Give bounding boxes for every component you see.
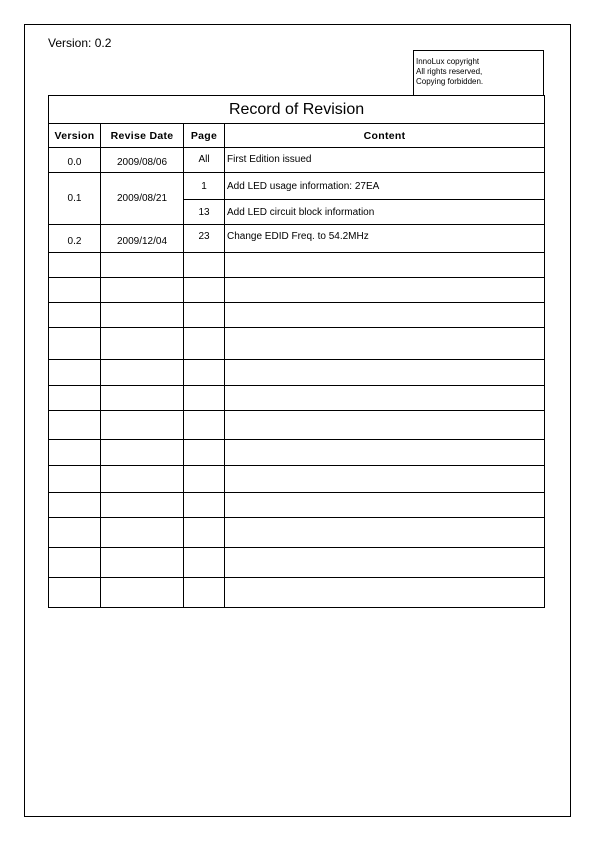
- empty-row: [49, 328, 545, 360]
- document-version: Version: 0.2: [48, 36, 112, 50]
- cell-version: 0.1: [49, 173, 101, 225]
- header-revise-date: Revise Date: [101, 124, 184, 148]
- cell-page: 1: [184, 173, 225, 200]
- empty-row: [49, 411, 545, 440]
- revision-table: [48, 95, 545, 608]
- copyright-notice: [413, 50, 544, 96]
- empty-row: [49, 360, 545, 386]
- cell-page: All: [184, 148, 225, 173]
- cell-version: 0.2: [49, 225, 101, 253]
- cell-content: First Edition issued: [225, 148, 545, 173]
- cell-date: 2009/08/06: [101, 148, 184, 173]
- copyright-line-1: InnoLux copyright: [416, 57, 480, 66]
- empty-row: [49, 578, 545, 608]
- empty-row: [49, 278, 545, 303]
- cell-content: Add LED circuit block information: [225, 200, 545, 225]
- cell-date: 2009/12/04: [101, 225, 184, 253]
- table-row: [49, 148, 545, 173]
- table-title: Record of Revision: [49, 96, 545, 124]
- empty-row: [49, 386, 545, 411]
- cell-date: 2009/08/21: [101, 173, 184, 225]
- empty-row: [49, 548, 545, 578]
- empty-row: [49, 440, 545, 466]
- cell-content: Add LED usage information: 27EA: [225, 173, 545, 200]
- table-row: [49, 225, 545, 253]
- empty-row: [49, 303, 545, 328]
- copyright-line-2: All rights reserved,: [416, 67, 483, 76]
- empty-row: [49, 466, 545, 493]
- empty-row: [49, 493, 545, 518]
- empty-row: [49, 253, 545, 278]
- header-version: Version: [49, 124, 101, 148]
- cell-page: 23: [184, 225, 225, 253]
- cell-content: Change EDID Freq. to 54.2MHz: [225, 225, 545, 253]
- table-row: [49, 173, 545, 200]
- empty-row: [49, 518, 545, 548]
- header-page: Page: [184, 124, 225, 148]
- cell-page: 13: [184, 200, 225, 225]
- header-content: Content: [225, 124, 545, 148]
- copyright-line-3: Copying forbidden.: [416, 77, 484, 86]
- cell-version: 0.0: [49, 148, 101, 173]
